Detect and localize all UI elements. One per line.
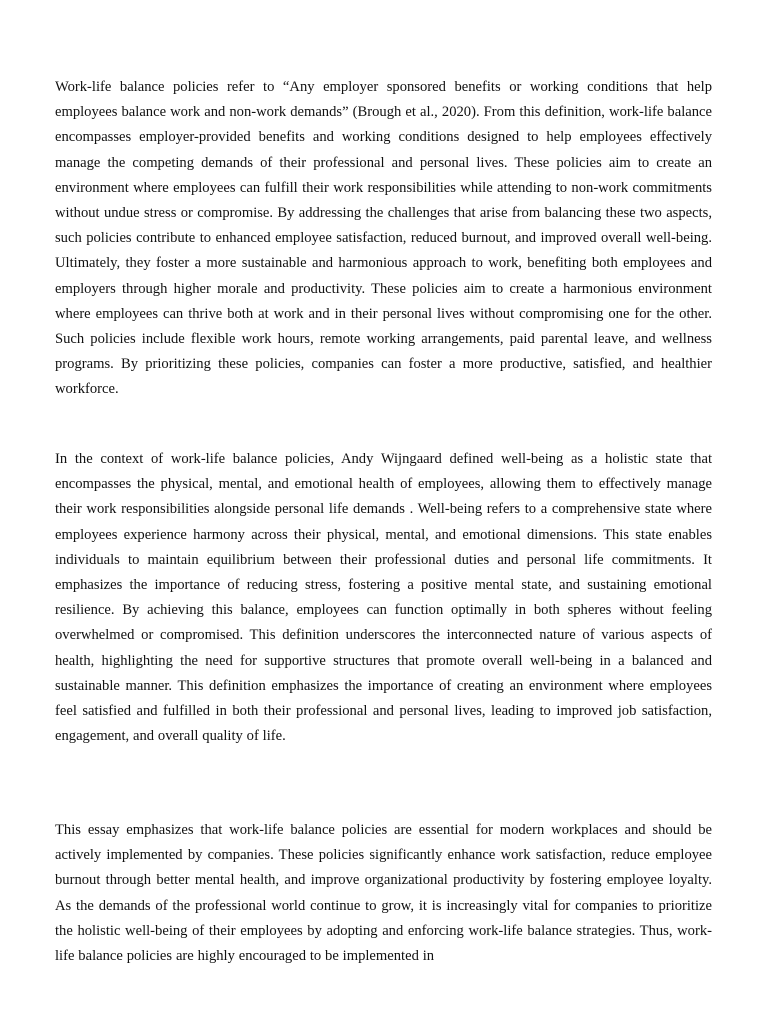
paragraph-work-life-balance-definition: Work-life balance policies refer to “Any employer sponsored benefits or working conditions that help employees balance work and non-work demands” (Brough et al., 2020). From this definition, work-life balance encompasses employer-provided benefits and working conditions designed to help employees effectively manage the competing demands of their professional and personal lives. These policies aim to create an environment where employees can fulfill their work responsibilities while attending to non-work commitments without undue stress or compromise. By addressing the challenges that arise from balancing these two aspects, such policies contribute to enhanced employee satisfaction, reduced burnout, and improved overall well-being. Ultimately, they foster a more sustainable and harmonious approach to work, benefiting both employees and employers through higher morale and productivity. These policies aim to create a harmonious environment where employees can thrive both at work and in their personal lives without compromising one for the other. Such policies include flexible work hours, remote working arrangements, paid parental leave, and wellness programs. By prioritizing these policies, companies can foster a more productive, satisfied, and healthier workforce. (55, 79, 712, 398)
paragraph-thesis-statement: This essay emphasizes that work-life balance policies are essential for modern workplaces and should be actively implemented by companies. These policies significantly enhance work satisfaction, reduce employee burnout through better mental health, and improve organizational productivity by fostering employee loyalty. As the demands of the professional world continue to grow, it is increasingly vital for companies to prioritize the holistic well-being of their employees by adopting and enforcing work-life balance strategies. Thus, work-life balance policies are highly encouraged to be implemented in (55, 822, 712, 965)
paragraph-well-being-definition: In the context of work-life balance policies, Andy Wijngaard defined well-being as a holistic state that encompasses the physical, mental, and emotional health of employees, allowing them to effectively manage their work responsibilities alongside personal life demands . Well-being refers to a comprehensive state where employees experience harmony across their physical, mental, and emotional dimensions. This state enables individuals to maintain equilibrium between their professional duties and personal life commitments. It emphasizes the importance of reducing stress, fostering a positive mental state, and sustaining emotional resilience. By achieving this balance, employees can function optimally in both spheres without feeling overwhelmed or compromised. This definition underscores the interconnected nature of various aspects of health, highlighting the need for supportive structures that promote overall well-being in a balanced and sustainable manner. This definition emphasizes the importance of creating an environment where employees feel satisfied and fulfilled in both their professional and personal lives, leading to improved job satisfaction, engagement, and overall quality of life. (55, 451, 712, 745)
